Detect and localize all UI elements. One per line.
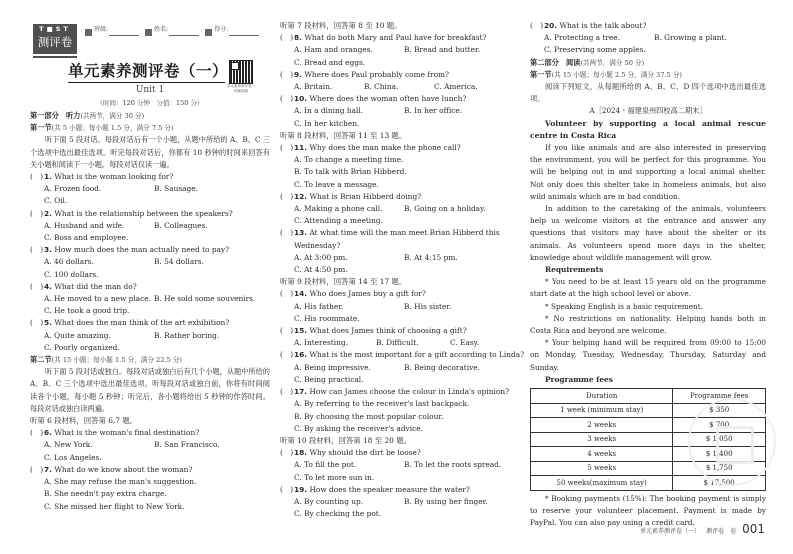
time-info: （时间：120 分钟 分值：150 分） — [96, 99, 204, 107]
question-9: ( )9. Where does Paul probably come from? — [280, 69, 520, 81]
option-c: C. By checking the pot. — [294, 509, 382, 519]
option-a: A. New York. — [44, 440, 93, 450]
requirement-item: * You need to be at least 15 years old on the programme start date at the high school level or above. — [530, 277, 766, 299]
option-b: B. Growing a plant. — [654, 33, 727, 43]
field-icon — [85, 29, 92, 36]
option-b: B. China. — [364, 82, 399, 92]
question-15: ( )15. What does James think of choosing a gift? — [280, 325, 520, 337]
question-14: ( )14. Who does James buy a gift for? — [280, 288, 520, 300]
option-a: A. 46 dollars. — [44, 257, 94, 267]
fee-cell: $ 1,050 — [673, 432, 766, 447]
duration-cell: 5 weeks — [531, 461, 673, 476]
option-b: B. Rather boring. — [154, 330, 220, 340]
answer-blank[interactable]: ( ) — [530, 21, 544, 30]
qr-code-icon[interactable] — [229, 60, 253, 84]
answer-blank[interactable]: ( ) — [280, 484, 294, 494]
test-logo — [33, 24, 77, 54]
option-c: C. 100 dollars. — [44, 269, 99, 279]
option-c: C. In her kitchen. — [294, 118, 360, 128]
option-b: B. His sister. — [404, 301, 452, 311]
option-c: C. His roommate. — [294, 313, 360, 323]
question-11: ( )11. Why does the man make the phone call? — [280, 142, 520, 154]
requirement-item: * No restrictions on nationality. Helping hands both in Costa Rica and beyond are welcome. — [530, 313, 766, 336]
option-c: C. At 4:50 pm. — [294, 265, 348, 275]
answer-blank[interactable]: ( ) — [280, 448, 294, 458]
answer-blank[interactable]: ( ) — [280, 94, 294, 104]
question-19: ( )19. How does the speaker measure the water? — [280, 484, 520, 496]
option-c: C. Preserving some apples. — [544, 45, 646, 55]
column-1 — [30, 110, 270, 513]
answer-blank[interactable]: ( ) — [280, 326, 294, 336]
option-c: C. Los Angeles. — [44, 452, 102, 462]
option-c: C. He took a good trip. — [44, 306, 130, 316]
fee-cell: $ 1,400 — [673, 447, 766, 462]
answer-blank[interactable]: ( ) — [280, 228, 294, 238]
fee-cell: $ 1,750 — [673, 461, 766, 476]
option-b: B. Colleagues. — [154, 220, 208, 230]
duration-cell: 2 weeks — [531, 418, 673, 433]
part1-section2-instructions: 听下面 5 段对话或独白。每段对话或独白后有几个小题，从题中所给的 A、B、C 三个选项中选出最佳选项。听每段对话或独白前，你将有时间阅读各个小题，每小题 5 秒钟；听完后，各小题将给出 5 秒钟的作答时间。每段对话或独白读两遍。 — [30, 367, 270, 413]
option-b: B. At 4:15 pm. — [404, 252, 458, 262]
passage-paragraph: In addition to the caretaking of the animals, volunteers help us welcome visitors at the entrance and answer any questions that visitors may have about the shelter or its animals. As volunteers spend more days in the shelter, knowledge about wildlife management will grow. — [530, 204, 766, 262]
answer-blank[interactable]: ( ) — [30, 318, 44, 328]
question-5: ( )5. What does the man think of the art exhibition? — [30, 317, 270, 329]
booking-note: * Booking payments (15%): The booking payment is simply to reserve your volunteer placement. Payment is made by PayPal. You can also pay using a credit card. — [530, 493, 766, 527]
option-b: B. She needn't pay extra charge. — [44, 489, 167, 499]
page-number: 001 — [742, 522, 765, 536]
option-a: A. To change a meeting time. — [294, 155, 404, 165]
column-2 — [280, 20, 525, 520]
option-c: C. Poorly organized. — [44, 342, 120, 352]
option-b: B. To talk with Brian Hibberd. — [294, 167, 407, 177]
option-a: A. By counting up. — [294, 496, 364, 506]
answer-blank[interactable]: ( ) — [30, 428, 44, 438]
answer-blank[interactable]: ( ) — [30, 281, 44, 291]
question-12: ( )12. What is Brian Hibberd doing? — [280, 191, 520, 203]
question-8: ( )8. What do both Mary and Paul have for breakfast? — [280, 32, 520, 44]
part1-section1-instructions: 听下面 5 段对话。每段对话后有一个小题，从题中所给的 A、B、C 三个选项中选出最佳选项。听完每段对话后，你都有 10 秒钟的时间来回答有关小题和阅读下一小题。每段对话仅读一遍。 — [30, 135, 270, 169]
material-note: 听第 8 段材料，回答第 11 至 13 题。 — [280, 130, 407, 140]
option-a: A. His father. — [294, 301, 344, 311]
student-info-fields — [85, 24, 259, 36]
fee-cell: $ 350 — [673, 403, 766, 418]
answer-blank[interactable]: ( ) — [30, 464, 44, 474]
option-a: A. By referring to the receiver's last backpack. — [294, 399, 470, 409]
part2-section1-heading: 第一节(共 15 小题；每小题 2.5 分，满分 37.5 分) — [530, 69, 682, 79]
passage-paragraph: If you like animals and are also interested in preserving the environment, you will be perfect for this programme. You will be helping out in and supporting a local animal shelter. Not only does this shelter take in homeless animals, but also wild animals which are in bad condition. — [530, 143, 766, 201]
option-a: A. He moved to a new place. — [44, 294, 151, 304]
part1-section2-heading: 第二节(共 15 小题；每小题 1.5 分，满分 22.5 分) — [30, 355, 182, 365]
requirement-item: * Speaking English is a basic requirement. — [545, 301, 703, 311]
option-c: C. To leave a message. — [294, 179, 379, 189]
option-a: A. Protecting a tree. — [544, 33, 621, 43]
material-note: 听第 6 段材料，回答第 6,7 题。 — [30, 416, 138, 426]
option-b: B. He sold some souvenirs. — [154, 294, 256, 304]
option-b: B. In her office. — [404, 106, 463, 116]
question-17: ( )17. How can James choose the colour in Linda's opinion? — [280, 386, 520, 398]
option-c: C. Oil. — [44, 196, 68, 206]
question-10: ( )10. Where does the woman often have lunch? — [280, 93, 520, 105]
question-13-continued: Wednesday? — [294, 240, 341, 250]
duration-cell: 4 weeks — [531, 447, 673, 462]
column-header: Duration — [531, 389, 673, 404]
unit-subtitle: Unit 1 — [135, 85, 165, 95]
material-note: 听第 9 段材料，回答第 14 至 17 题。 — [280, 277, 407, 287]
option-a: A. Britain. — [294, 82, 333, 92]
option-c: C. By asking the receiver's advice. — [294, 423, 423, 433]
option-b: B. San Francisco. — [154, 440, 220, 450]
option-b: B. By using her finger. — [404, 496, 488, 506]
material-note: 听第 10 段材料，回答第 18 至 20 题。 — [280, 435, 411, 445]
answer-blank[interactable]: ( ) — [280, 69, 294, 79]
logo-underline — [33, 56, 77, 58]
footer-series: 测评卷 — [706, 528, 725, 535]
material-note: 听第 7 段材料，回答第 8 至 10 题。 — [280, 21, 402, 30]
answer-blank[interactable]: ( ) — [30, 245, 44, 255]
option-a: A. Frozen food. — [44, 184, 102, 194]
question-7: ( )7. What do we know about the woman? — [30, 464, 270, 476]
fee-cell: $ 17,500 — [673, 476, 766, 491]
option-b: B. 54 dollars. — [154, 257, 204, 267]
fee-cell: $ 700 — [673, 418, 766, 433]
option-a: A. In a dining hall. — [294, 106, 364, 116]
option-c: C. Being practical. — [294, 374, 364, 384]
score-field[interactable]: 得分: — [205, 24, 259, 36]
question-4: ( )4. What did the man do? — [30, 281, 270, 293]
option-c: C. Bread and eggs. — [294, 57, 366, 67]
option-a: A. She may refuse the man's suggestion. — [44, 477, 197, 487]
option-a: A. Being impressive. — [294, 362, 371, 372]
answer-blank[interactable]: ( ) — [280, 350, 294, 360]
answer-blank[interactable]: ( ) — [280, 191, 294, 201]
option-a: A. Quite amazing. — [44, 330, 111, 340]
requirements-heading: Requirements — [545, 265, 604, 275]
answer-blank[interactable]: ( ) — [280, 289, 294, 299]
question-20: ( )20. What is the talk about? — [530, 20, 766, 32]
page-footer — [640, 523, 765, 538]
option-a: A. Ham and oranges. — [294, 45, 373, 55]
option-c: C. Easy. — [450, 338, 480, 348]
fees-heading: Programme fees — [545, 374, 613, 384]
footer-mark: 卷 — [730, 528, 737, 535]
option-b: B. Going on a holiday. — [404, 204, 486, 214]
option-a: A. At 3:00 pm. — [294, 252, 348, 262]
option-b: B. Difficult. — [376, 338, 419, 348]
option-c: C. To let more sun in. — [294, 472, 375, 482]
answer-blank[interactable]: ( ) — [30, 172, 44, 182]
option-a: A. Making a phone call. — [294, 204, 383, 214]
passage-title: Volunteer by supporting a local animal rescue centre in Costa Rica — [530, 118, 766, 140]
name-field[interactable]: 姓名: — [145, 24, 199, 36]
class-field[interactable]: 班级: — [85, 24, 139, 36]
field-icon — [145, 29, 152, 36]
duration-cell: 1 week (minimum stay) — [531, 403, 673, 418]
passage-source: A［2024・福建泉州四校高二期末］ — [589, 106, 707, 116]
question-16: ( )16. What is the most important for a gift according to Linda? — [280, 349, 520, 361]
question-1: ( )1. What is the woman looking for? — [30, 171, 270, 183]
answer-blank[interactable]: ( ) — [280, 387, 294, 397]
answer-blank[interactable]: ( ) — [280, 33, 294, 43]
question-13: ( )13. At what time will the man meet Brian Hibberd this — [280, 227, 520, 239]
option-b: B. Being decorative. — [404, 362, 481, 372]
part2-section1-instructions: 阅读下列短文，从每题所给的 A、B、C、D 四个选项中选出最佳选项。 — [530, 82, 766, 104]
footer-label: 单元素养测评卷（一） — [640, 528, 701, 535]
duration-cell: 3 weeks — [531, 432, 673, 447]
question-6: ( )6. What is the woman's final destination? — [30, 427, 270, 439]
page-title: 单元素养测评卷（一） — [68, 60, 225, 83]
option-a: A. To fill the pot. — [294, 460, 357, 470]
qr-caption: 单元素养测评卷一讲解视频 — [227, 84, 255, 93]
part1-section1-heading: 第一节(共 5 小题；每小题 1.5 分，满分 7.5 分) — [30, 123, 174, 133]
watermark-stamp-icon — [688, 398, 776, 486]
option-c: C. America. — [434, 82, 478, 92]
question-3: ( )3. How much does the man actually need to pay? — [30, 244, 270, 256]
answer-blank[interactable]: ( ) — [280, 143, 294, 153]
option-a: A. Husband and wife. — [44, 220, 125, 230]
column-header: Programme fees — [673, 389, 766, 404]
option-b: B. Sausage. — [154, 184, 199, 194]
option-c: C. She missed her flight to New York. — [44, 501, 185, 511]
option-c: C. Attending a meeting. — [294, 216, 383, 226]
option-c: C. Boss and employee. — [44, 233, 129, 243]
answer-blank[interactable]: ( ) — [30, 208, 44, 218]
requirement-item: * Your helping hand will be required from 09:00 to 15:00 on Monday, Tuesday, Wednesday, Thursday, Saturday and Sunday. — [530, 338, 766, 372]
question-2: ( )2. What is the relationship between the speakers? — [30, 208, 270, 220]
logo-bottom-text: 测评卷 — [37, 35, 73, 49]
option-b: B. To let the roots spread. — [404, 460, 502, 470]
question-18: ( )18. Why should the dirt be loose? — [280, 447, 520, 459]
option-a: A. Interesting. — [294, 338, 348, 348]
logo-top-text: T■ST — [39, 25, 71, 33]
option-b: B. Bread and butter. — [404, 45, 481, 55]
field-icon — [205, 29, 212, 36]
option-b: B. By choosing the most popular colour. — [294, 411, 444, 421]
part2-heading: 第二部分 阅读(共两节，满分 50 分) — [530, 57, 645, 67]
duration-cell: 50 weeks(maximum stay) — [531, 476, 673, 491]
part1-heading: 第一部分 听力(共两节，满分 30 分) — [30, 111, 145, 120]
